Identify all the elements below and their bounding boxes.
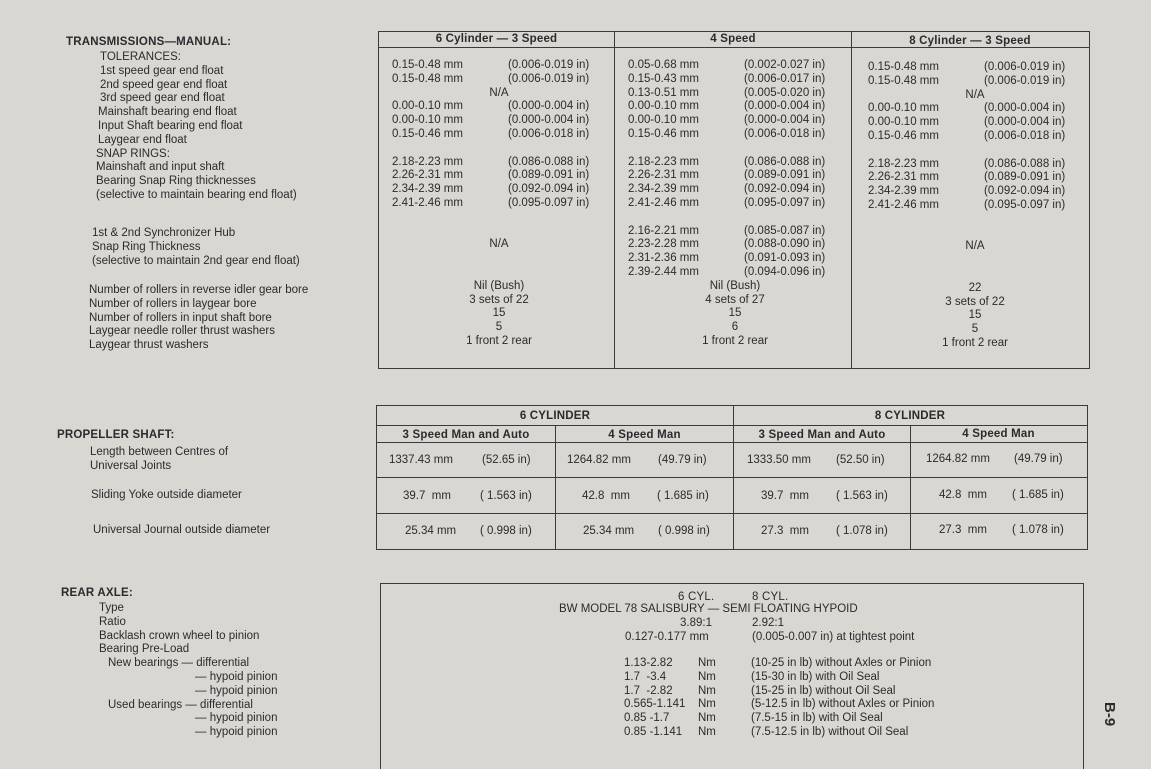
value-text: N/A	[489, 86, 509, 99]
imperial-value: (0.089-0.091 in)	[508, 169, 590, 182]
prop-cell-imperial: ( 0.998 in)	[480, 525, 532, 537]
rear-axle-label: — hypoid pinion	[195, 726, 278, 739]
imperial-value: (0.086-0.088 in)	[508, 155, 590, 168]
snap-row	[868, 185, 1080, 199]
spacer	[392, 225, 606, 239]
column-4speed	[628, 59, 842, 349]
metric-value: 0.15-0.48 mm	[868, 74, 939, 87]
prop-cell-imperial: (49.79 in)	[1014, 453, 1063, 465]
value-text: 22	[968, 281, 982, 294]
label-1st-gear-end-float: 1st speed gear end float	[100, 64, 224, 77]
tol-row	[628, 87, 842, 101]
tol-row	[628, 100, 842, 114]
imperial-value: (0.092-0.094 in)	[744, 183, 826, 196]
prop-cell-imperial: ( 0.998 in)	[658, 525, 710, 537]
imperial-value: (0.006-0.019 in)	[508, 72, 590, 85]
rear-axle-label: — hypoid pinion	[195, 670, 278, 683]
axle-backlash-metric: 0.127-0.177 mm	[625, 631, 709, 643]
label-thrust-washers-needle: Laygear needle roller thrust washers	[89, 325, 276, 338]
propeller-title: PROPELLER SHAFT:	[57, 429, 175, 441]
preload-unit: Nm	[698, 670, 716, 683]
sync-row	[628, 252, 842, 266]
sync-na	[392, 238, 606, 252]
metric-value: 2.18-2.23 mm	[868, 157, 939, 170]
prop-cell-imperial: (52.50 in)	[836, 454, 885, 466]
sync-na	[868, 240, 1082, 254]
value-text: 1 front 2 rear	[702, 334, 768, 347]
label-rollers-input: Number of rollers in input shaft bore	[89, 311, 272, 324]
value-text: 5	[495, 321, 503, 334]
metric-value: 2.18-2.23 mm	[392, 155, 463, 168]
tol-row	[868, 75, 1080, 89]
value-text: 3 sets of 22	[945, 295, 1005, 308]
value-text: 5	[971, 323, 979, 336]
imperial-value: (0.086-0.088 in)	[984, 157, 1066, 170]
imperial-value: (0.088-0.090 in)	[744, 238, 826, 251]
value-text: N/A	[965, 88, 985, 101]
snap-row	[628, 183, 842, 197]
prop-cell-imperial: ( 1.078 in)	[836, 525, 888, 537]
label-sync-hub: 1st & 2nd Synchronizer Hub	[92, 227, 236, 239]
axle-backlash-imperial: (0.005-0.007 in) at tightest point	[752, 631, 915, 643]
prop-group-6cyl: 6 CYLINDER	[519, 410, 591, 422]
metric-value: 2.34-2.39 mm	[868, 185, 939, 198]
label-mainshaft-input: Mainshaft and input shaft	[96, 161, 225, 174]
label-mainshaft-bearing: Mainshaft bearing end float	[98, 106, 237, 119]
prop-cell-metric: 25.34 mm	[583, 525, 635, 537]
metric-value: 0.00-0.10 mm	[868, 102, 939, 115]
prop-cell-imperial: ( 1.563 in)	[836, 490, 888, 502]
label-snap-ring-thickness: Snap Ring Thickness	[92, 240, 201, 253]
imperial-value: (0.091-0.093 in)	[744, 252, 826, 265]
roller-row	[868, 337, 1082, 351]
axle-ratio-6: 3.89:1	[680, 617, 712, 629]
metric-value: 2.18-2.23 mm	[628, 155, 699, 168]
rear-axle-label: Type	[99, 602, 124, 614]
prop-sub-8-3speed: 3 Speed Man and Auto	[758, 429, 886, 441]
value-text: 6	[731, 321, 739, 334]
metric-value: 0.00-0.10 mm	[868, 116, 939, 129]
spacer	[868, 213, 1080, 227]
metric-value: 0.15-0.48 mm	[392, 72, 463, 85]
prop-cell-metric: 27.3 mm	[761, 525, 809, 537]
sync-labels	[92, 227, 300, 268]
imperial-value: (0.094-0.096 in)	[744, 265, 826, 278]
snap-row	[392, 169, 606, 183]
rear-axle-label: Used bearings — differential	[108, 698, 253, 711]
roller-row	[868, 296, 1082, 310]
metric-value: 0.15-0.43 mm	[628, 72, 699, 85]
snap-row	[392, 156, 606, 170]
rear-axle-label: Ratio	[99, 615, 126, 628]
spacer	[392, 142, 606, 156]
imperial-value: (0.000-0.004 in)	[744, 114, 826, 127]
preload-unit: Nm	[698, 657, 716, 669]
prop-cell-metric: 39.7 mm	[403, 490, 451, 502]
tol-row	[628, 114, 842, 128]
label-laygear-end-float: Laygear end float	[98, 133, 187, 146]
snap-row	[392, 183, 606, 197]
tol-row	[868, 89, 1082, 103]
preload-unit: Nm	[698, 698, 716, 711]
value-text: 15	[492, 307, 506, 320]
imperial-value: (0.006-0.019 in)	[984, 74, 1066, 87]
value-text: Nil (Bush)	[473, 279, 525, 292]
spacer	[628, 211, 842, 225]
imperial-value: (0.000-0.004 in)	[984, 116, 1066, 129]
tol-row	[868, 102, 1080, 116]
metric-value: 0.00-0.10 mm	[628, 114, 699, 127]
col-header-8cyl-3speed: 8 Cylinder — 3 Speed	[909, 35, 1031, 47]
prop-cell-imperial: (52.65 in)	[482, 454, 531, 466]
label-2nd-gear-end-float: 2nd speed gear end float	[100, 78, 228, 91]
label-rollers-laygear: Number of rollers in laygear bore	[89, 297, 257, 310]
metric-value: 0.15-0.46 mm	[628, 127, 699, 140]
preload-value: 0.85 -1.7	[624, 712, 670, 725]
snap-row	[868, 171, 1080, 185]
preload-unit: Nm	[698, 725, 716, 738]
roller-row	[392, 280, 606, 294]
rear-axle-label: — hypoid pinion	[195, 712, 278, 725]
prop-cell-metric: 1337.43 mm	[389, 454, 453, 466]
prop-cell-imperial: ( 1.563 in)	[480, 490, 532, 502]
metric-value: 2.34-2.39 mm	[628, 183, 699, 196]
prop-cell-imperial: ( 1.685 in)	[657, 490, 709, 502]
page-number: B-9	[1101, 702, 1118, 727]
imperial-value: (0.000-0.004 in)	[508, 114, 590, 127]
label-input-shaft-bearing: Input Shaft bearing end float	[98, 119, 243, 132]
roller-row	[392, 307, 606, 321]
prop-label-sliding-yoke: Sliding Yoke outside diameter	[91, 489, 242, 501]
value-text: Nil (Bush)	[709, 279, 761, 292]
prop-label-length-2: Universal Joints	[90, 459, 172, 472]
roller-labels	[89, 284, 308, 353]
value-text: 4 sets of 27	[705, 293, 765, 306]
prop-cell-imperial: ( 1.685 in)	[1012, 489, 1064, 501]
roller-row	[392, 294, 606, 308]
value-text: 3 sets of 22	[469, 293, 529, 306]
rear-axle-label: Bearing Pre-Load	[99, 643, 190, 656]
metric-value: 0.00-0.10 mm	[628, 100, 699, 113]
tol-row	[392, 59, 606, 73]
prop-cell-metric: 27.3 mm	[939, 524, 987, 536]
label-bearing-snap-ring: Bearing Snap Ring thicknesses	[96, 175, 256, 188]
preload-value: 0.85 -1.141	[624, 725, 683, 738]
column-6cyl-3speed	[392, 59, 606, 349]
value-text: 1 front 2 rear	[942, 336, 1008, 349]
roller-row	[392, 335, 606, 349]
roller-row	[868, 323, 1082, 337]
snap-row	[628, 156, 842, 170]
rear-axle-label: — hypoid pinion	[195, 684, 278, 697]
metric-value: 0.00-0.10 mm	[392, 114, 463, 127]
preload-note: (15-30 in lb) with Oil Seal	[751, 670, 880, 683]
preload-value: 1.7 -2.82	[624, 684, 673, 697]
imperial-value: (0.006-0.019 in)	[984, 61, 1066, 73]
spacer	[628, 142, 842, 156]
label-selective-bearing: (selective to maintain bearing end float)	[96, 188, 297, 201]
snap-row	[628, 197, 842, 211]
preload-note: (7.5-15 in lb) with Oil Seal	[751, 712, 883, 725]
preload-unit: Nm	[698, 712, 716, 725]
metric-value: 0.00-0.10 mm	[392, 100, 463, 113]
axle-ratio-8: 2.92:1	[752, 617, 784, 629]
col-header-6cyl-3speed: 6 Cylinder — 3 Speed	[435, 33, 558, 45]
axle-head-8cyl: 8 CYL.	[752, 591, 789, 603]
axle-type-value: BW MODEL 78 SALISBURY — SEMI FLOATING HYPOID	[559, 603, 858, 615]
spacer	[392, 252, 606, 280]
preload-value: 0.565-1.141	[624, 698, 686, 711]
metric-value: 2.26-2.31 mm	[868, 171, 939, 184]
rear-axle-labels	[98, 602, 278, 740]
imperial-value: (0.006-0.018 in)	[508, 127, 590, 140]
imperial-value: (0.095-0.097 in)	[744, 196, 826, 209]
imperial-value: (0.095-0.097 in)	[508, 196, 590, 209]
transmissions-title: TRANSMISSIONS—MANUAL:	[66, 36, 232, 48]
value-text: N/A	[965, 240, 985, 253]
column-8cyl-3speed	[868, 61, 1080, 351]
metric-value: 2.26-2.31 mm	[392, 169, 463, 182]
roller-row	[628, 307, 842, 321]
prop-cell-metric: 1333.50 mm	[747, 454, 811, 466]
metric-value: 2.26-2.31 mm	[628, 169, 699, 182]
tol-row	[628, 73, 842, 87]
roller-row	[628, 294, 842, 308]
tol-row	[392, 114, 606, 128]
prop-cell-metric: 25.34 mm	[405, 525, 457, 537]
preload-note: (5-12.5 in lb) without Axles or Pinion	[751, 698, 935, 711]
prop-sub-6-4speed: 4 Speed Man	[608, 429, 681, 441]
prop-label-0	[90, 446, 228, 474]
metric-value: 2.39-2.44 mm	[628, 265, 699, 278]
imperial-value: (0.000-0.004 in)	[508, 100, 590, 113]
rear-axle-title: REAR AXLE:	[61, 587, 133, 599]
prop-cell-imperial: (49.79 in)	[658, 454, 707, 466]
label-snap-rings: SNAP RINGS:	[96, 147, 170, 160]
imperial-value: (0.000-0.004 in)	[984, 102, 1066, 115]
metric-value: 2.41-2.46 mm	[628, 196, 699, 209]
preload-note: (15-25 in lb) without Oil Seal	[751, 684, 896, 697]
preload-unit: Nm	[698, 684, 716, 697]
imperial-value: (0.092-0.094 in)	[508, 183, 590, 196]
metric-value: 2.31-2.36 mm	[628, 252, 699, 265]
snap-row	[868, 158, 1080, 172]
metric-value: 2.41-2.46 mm	[392, 196, 463, 209]
imperial-value: (0.006-0.018 in)	[744, 127, 826, 140]
axle-head-6cyl: 6 CYL.	[678, 591, 715, 603]
imperial-value: (0.085-0.087 in)	[744, 224, 826, 237]
prop-cell-metric: 42.8 mm	[582, 490, 630, 502]
imperial-value: (0.089-0.091 in)	[984, 171, 1066, 184]
roller-row	[628, 335, 842, 349]
label-thrust-washers: Laygear thrust washers	[89, 339, 209, 352]
prop-cell-metric: 1264.82 mm	[926, 453, 990, 465]
snap-row	[868, 199, 1080, 213]
roller-row	[868, 282, 1082, 296]
value-text: 15	[728, 307, 742, 320]
tol-row	[392, 100, 606, 114]
label-tolerances: TOLERANCES:	[100, 51, 181, 63]
imperial-value: (0.006-0.017 in)	[744, 72, 826, 85]
metric-value: 0.05-0.68 mm	[628, 59, 699, 71]
preload-note: (7.5-12.5 in lb) without Oil Seal	[751, 725, 909, 738]
roller-row	[628, 321, 842, 335]
spacer	[868, 144, 1080, 158]
spacer	[868, 254, 1080, 282]
tol-row	[392, 128, 606, 142]
preload-value: 1.7 -3.4	[624, 670, 667, 683]
roller-row	[868, 309, 1082, 323]
prop-cell-imperial: ( 1.078 in)	[1012, 524, 1064, 536]
imperial-value: (0.092-0.094 in)	[984, 185, 1066, 198]
tol-row	[628, 128, 842, 142]
metric-value: 0.13-0.51 mm	[628, 86, 699, 99]
imperial-value: (0.002-0.027 in)	[744, 59, 826, 71]
prop-label-universal-journal: Universal Journal outside diameter	[93, 524, 271, 536]
metric-value: 2.16-2.21 mm	[628, 224, 699, 237]
metric-value: 0.15-0.46 mm	[392, 127, 463, 140]
prop-label-length-1: Length between Centres of	[90, 446, 229, 458]
snap-row	[392, 197, 606, 211]
metric-value: 0.15-0.48 mm	[392, 59, 463, 71]
imperial-value: (0.086-0.088 in)	[744, 155, 826, 168]
metric-value: 2.34-2.39 mm	[392, 183, 463, 196]
label-selective-2nd: (selective to maintain 2nd gear end float)	[92, 254, 300, 267]
value-text: 1 front 2 rear	[466, 334, 532, 347]
metric-value: 2.23-2.28 mm	[628, 238, 699, 251]
metric-value: 0.15-0.46 mm	[868, 129, 939, 142]
sync-row	[628, 225, 842, 239]
preload-note: (10-25 in lb) without Axles or Pinion	[751, 657, 932, 669]
imperial-value: (0.005-0.020 in)	[744, 86, 826, 99]
rear-axle-label: Backlash crown wheel to pinion	[99, 629, 260, 642]
prop-sub-6-3speed: 3 Speed Man and Auto	[402, 429, 530, 441]
imperial-value: (0.006-0.019 in)	[508, 59, 590, 71]
transmission-labels	[90, 51, 297, 203]
spacer	[392, 211, 606, 225]
tol-row	[868, 61, 1080, 75]
imperial-value: (0.089-0.091 in)	[744, 169, 826, 182]
imperial-value: (0.000-0.004 in)	[744, 100, 826, 113]
value-text: 15	[968, 309, 982, 322]
prop-group-8cyl: 8 CYLINDER	[874, 410, 946, 422]
sync-row	[628, 238, 842, 252]
tol-row	[628, 59, 842, 73]
roller-row	[628, 280, 842, 294]
label-3rd-gear-end-float: 3rd speed gear end float	[100, 92, 225, 105]
metric-value: 0.15-0.48 mm	[868, 61, 939, 73]
spacer	[868, 227, 1080, 241]
snap-row	[628, 169, 842, 183]
tol-row	[868, 116, 1080, 130]
preload-value: 1.13-2.82	[624, 657, 673, 669]
tol-row	[868, 130, 1080, 144]
tol-row	[392, 87, 606, 101]
prop-cell-metric: 39.7 mm	[761, 490, 809, 502]
rear-axle-label: New bearings — differential	[108, 657, 250, 670]
sync-row	[628, 266, 842, 280]
imperial-value: (0.006-0.018 in)	[984, 129, 1066, 142]
value-text: N/A	[489, 238, 509, 251]
metric-value: 2.41-2.46 mm	[868, 198, 939, 211]
label-rollers-reverse: Number of rollers in reverse idler gear bore	[89, 284, 309, 296]
prop-cell-metric: 42.8 mm	[939, 489, 987, 501]
imperial-value: (0.095-0.097 in)	[984, 198, 1066, 211]
col-header-4speed: 4 Speed	[710, 33, 756, 45]
roller-row	[392, 321, 606, 335]
prop-cell-metric: 1264.82 mm	[567, 454, 631, 466]
prop-sub-8-4speed: 4 Speed Man	[962, 428, 1035, 440]
tol-row	[392, 73, 606, 87]
